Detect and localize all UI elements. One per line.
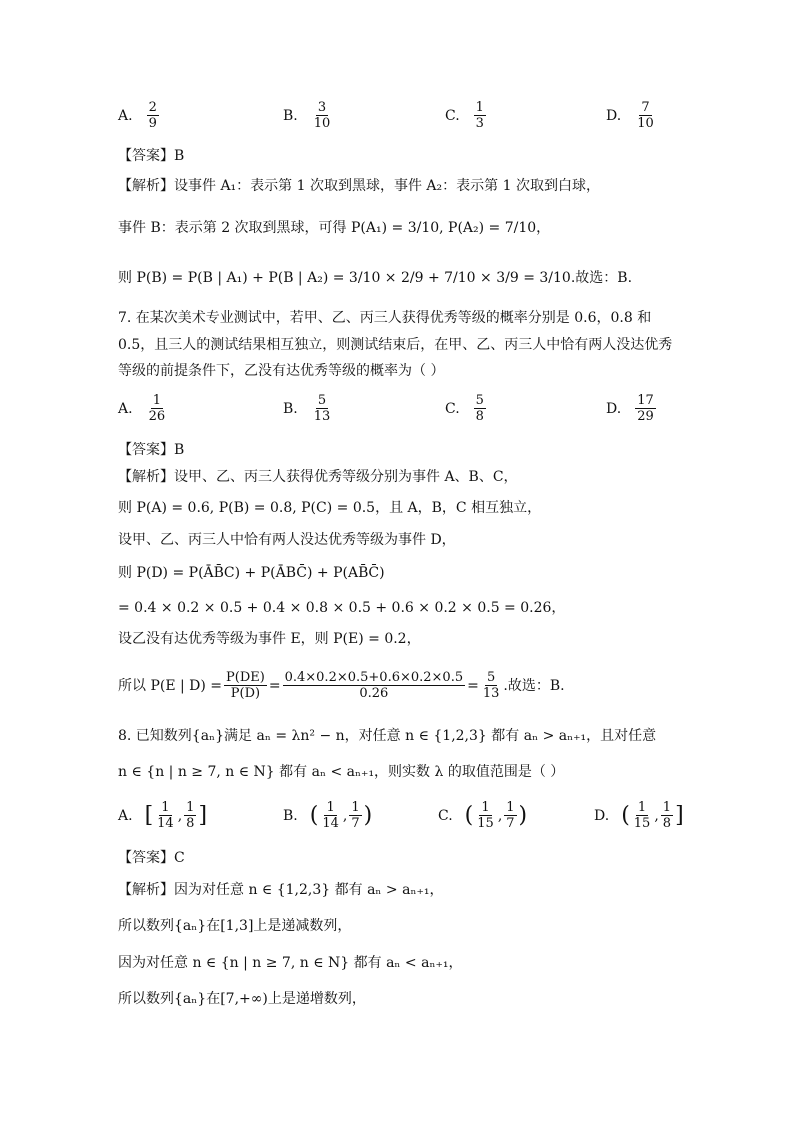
- q8-stem-line-1: 8. 已知数列{aₙ}满足 aₙ = λn² − n，对任意 n ∈ {1,2,3} 都有 aₙ > aₙ₊₁，且对任意: [118, 728, 657, 744]
- q8-option-b: B. ( $\frac{1}{14}$ , $\frac{1}{7}$ ): [283, 800, 373, 831]
- q6-analysis-line-3: 则 P(B) = P(B | A₁) + P(B | A₂) = 3/10 × 2/9 + 7/10 × 3/9 = 3/10.故选：B.: [118, 270, 633, 286]
- q6-option-b: B. $\frac{3}{10}$: [283, 100, 331, 131]
- q7-analysis-line-6: 设乙没有达优秀等级为事件 E，则 P(E) = 0.2，: [118, 631, 421, 647]
- q8-analysis-line-1: 【解析】因为对任意 n ∈ {1,2,3} 都有 aₙ > aₙ₊₁，: [118, 882, 444, 898]
- q7-analysis-line-2: 则 P(A) = 0.6, P(B) = 0.8, P(C) = 0.5，且 A，B，C 相互独立，: [118, 500, 542, 516]
- q7-answer: 【答案】B: [118, 442, 185, 458]
- q6-option-a: A. $\frac{2}{9}$: [118, 100, 157, 131]
- q7-stem-line-3: 等级的前提条件下，乙没有达优秀等级的概率为（ ）: [118, 363, 445, 379]
- q6-analysis-line-2: 事件 B：表示第 2 次取到黑球，可得 P(A₁) = 3/10, P(A₂) = 7/10，: [118, 220, 551, 236]
- q7-analysis-line-1: 【解析】设甲、乙、丙三人获得优秀等级分别为事件 A、B、C，: [118, 469, 518, 485]
- q6-answer: 【答案】B: [118, 148, 185, 164]
- q7-analysis-line-3: 设甲、乙、丙三人中恰有两人没达优秀等级为事件 D，: [118, 532, 456, 548]
- q6-option-d: D. $\frac{7}{10}$: [606, 100, 654, 131]
- q7-analysis-line-4: 则 P(D) = P(ĀB̄C) + P(ĀBC̄) + P(AB̄C̄): [118, 565, 385, 581]
- q8-analysis-line-2: 所以数列{aₙ}在[1,3]上是递减数列，: [118, 918, 352, 934]
- q6-option-c: C. $\frac{1}{3}$: [445, 100, 484, 131]
- q8-option-a: A. [ $\frac{1}{14}$ , $\frac{1}{8}$ ]: [118, 800, 208, 831]
- q7-option-b: B. $\frac{5}{13}$: [283, 393, 331, 424]
- q7-option-a: A. $\frac{1}{26}$: [118, 393, 166, 424]
- q7-analysis-line-5: = 0.4 × 0.2 × 0.5 + 0.4 × 0.8 × 0.5 + 0.6 × 0.2 × 0.5 = 0.26，: [118, 600, 566, 616]
- q8-analysis-line-3: 因为对任意 n ∈ {n | n ≥ 7, n ∈ N} 都有 aₙ < aₙ₊₁，: [118, 955, 463, 971]
- q8-option-c: C. ( $\frac{1}{15}$ , $\frac{1}{7}$ ): [438, 800, 528, 831]
- q6-analysis-line-1: 【解析】设事件 A₁：表示第 1 次取到黑球，事件 A₂：表示第 1 次取到白球，: [118, 178, 600, 194]
- q8-stem-line-2: n ∈ {n | n ≥ 7, n ∈ N} 都有 aₙ < aₙ₊₁，则实数 λ 的取值范围是（ ）: [118, 764, 565, 780]
- q8-analysis-line-4: 所以数列{aₙ}在[7,+∞)上是递增数列，: [118, 991, 366, 1007]
- q7-stem-line-2: 0.5，且三人的测试结果相互独立，则测试结束后，在甲、乙、丙三人中恰有两人没达优秀: [118, 337, 673, 353]
- q7-option-c: C. $\frac{5}{8}$: [445, 393, 484, 424]
- q7-stem-line-1: 7. 在某次美术专业测试中，若甲、乙、丙三人获得优秀等级的概率分别是 0.6，0.8 和: [118, 310, 652, 326]
- q7-analysis-line-7: 所以 P(E | D) = $\frac{P(DE)}{P(D)}$ = $\frac{0.4\times 0.2\times 0.5+0.6\times 0.2\times 0.5}{0.26}$ = $\frac{5}{13}$ .故选：B.: [118, 670, 565, 701]
- q8-answer: 【答案】C: [118, 850, 185, 866]
- q7-option-d: D. $\frac{17}{29}$: [606, 393, 654, 424]
- q8-option-d: D. ( $\frac{1}{15}$ , $\frac{1}{8}$ ]: [594, 800, 684, 831]
